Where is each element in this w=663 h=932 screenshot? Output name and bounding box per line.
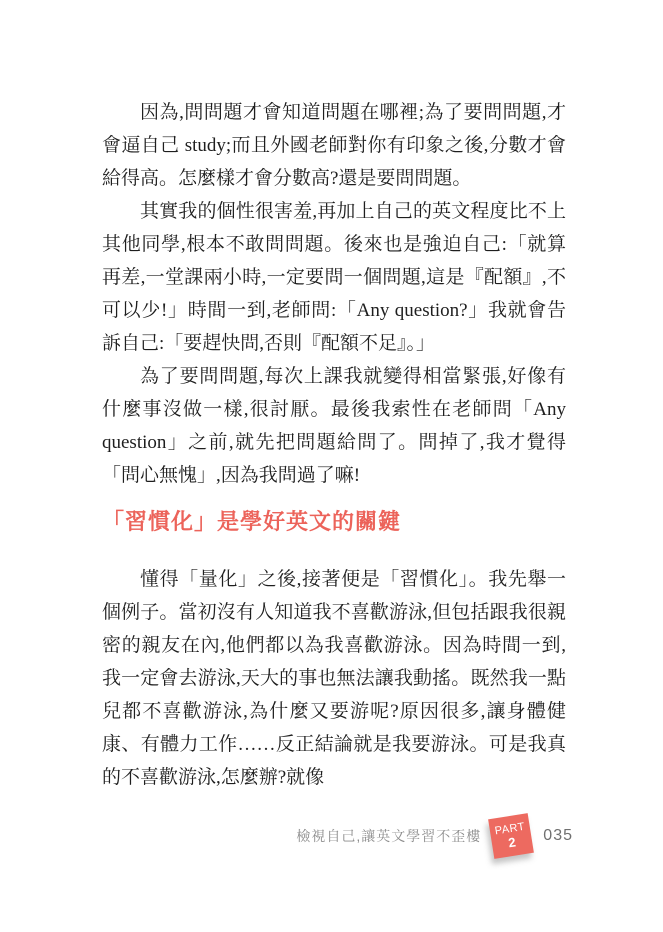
part-badge [488,813,534,859]
paragraph: 因為,問問題才會知道問題在哪裡;為了要問問題,才會逼自己 study;而且外國老師對你有印象之後,分數才會給得高。怎麼樣才會分數高?還是要問問題。 [102,102,566,189]
part-number: 2 [507,833,517,850]
page-number: 035 [543,827,573,844]
running-title: 檢視自己,讓英文學習不歪樓 [296,828,482,844]
section-heading: 「習慣化」是學好英文的關鍵 [102,509,402,534]
body-text [102,96,566,794]
paragraph: 其實我的個性很害羞,再加上自己的英文程度比不上其他同學,根本不敢問問題。後來也是強迫自己:「就算再差,一堂課兩小時,一定要問一個問題,這是『配額』,不可以少!」時間一到,老師問:「Any question?」我就會告訴自己:「要趕快問,否則『配額不足』。」 [102,201,566,354]
part-label: PART [494,820,527,837]
page-footer [296,816,573,856]
paragraph: 為了要問問題,每次上課我就變得相當緊張,好像有什麼事沒做一樣,很討厭。最後我索性在老師問「Any question」之前,就先把問題給問了。問掉了,我才覺得「問心無愧」,因為我問過了嘛! [102,366,566,486]
paragraph: 懂得「量化」之後,接著便是「習慣化」。我先舉一個例子。當初沒有人知道我不喜歡游泳,但包括跟我很親密的親友在內,他們都以為我喜歡游泳。因為時間一到,我一定會去游泳,天大的事也無法讓我動搖。既然我一點兒都不喜歡游泳,為什麼又要游呢?原因很多,讓身體健康、有體力工作……反正結論就是我要游泳。可是我真的不喜歡游泳,怎麼辦?就像 [102,569,566,788]
